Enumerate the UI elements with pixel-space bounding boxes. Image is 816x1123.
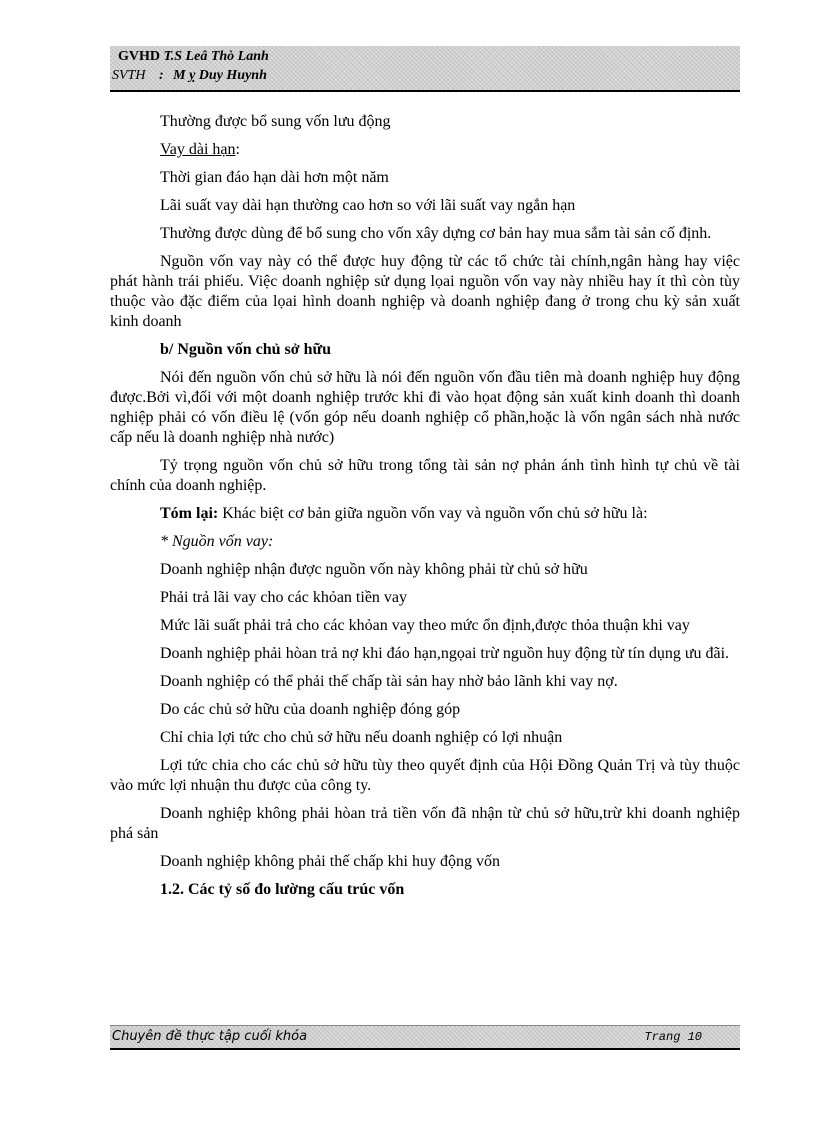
list-item: Doanh nghiệp phải hòan trả nợ khi đáo hạn,ngọai trừ nguồn huy động từ tín dụng ưu đãi. (160, 645, 730, 662)
subheading-vay-dai-han (110, 140, 740, 160)
paragraph: Lãi suất vay dài hạn thường cao hơn so với lãi suất vay ngắn hạn (160, 197, 576, 214)
supervisor-line (118, 49, 269, 65)
list-item: Chỉ chia lợi tức cho chủ sở hữu nếu doanh nghiệp có lợi nhuận (160, 729, 563, 746)
student-line (112, 68, 267, 84)
paragraph: Nguồn vốn vay này có thể được huy động từ các tổ chức tài chính,ngân hàng hay việc phát hành trái phiếu. Việc doanh nghiệp sử dụng lọai nguồn vốn vay này nhiều hay ít thì còn tùy thuộc vào đặc điểm của lọai hình doanh nghiệp và doanh nghiệp đang ở trong chu kỳ sản xuất kinh doanh (110, 253, 740, 330)
section-heading: 1.2. Các tỷ số đo lường cấu trúc vốn (160, 881, 405, 898)
footer-title: Chuyên đề thực tập cuối khóa (112, 1029, 308, 1044)
list-item: Phải trả lãi vay cho các khỏan tiền vay (160, 589, 408, 606)
student-name-a: M ỵ (173, 68, 196, 83)
supervisor-name: T.S Leâ Thò Lanh (163, 49, 269, 64)
subheading-colon: : (235, 141, 240, 158)
paragraph: Tỷ trọng nguồn vốn chủ sở hữu trong tổng tài sản nợ phản ánh tình hình tự chủ về tài chính của doanh nghiệp. (110, 457, 740, 494)
section-heading: b/ Nguồn vốn chủ sở hữu (160, 341, 331, 358)
paragraph: Thường được bổ sung vốn lưu động (160, 113, 391, 130)
list-item: Lợi tức chia cho các chủ sở hữu tùy theo quyết định của Hội Đồng Quản Trị và tùy thuộc vào mức lợi nhuận thu được của công ty. (110, 757, 740, 794)
list-heading: * Nguồn vốn vay: (160, 533, 274, 550)
student-name-b: Duy Huynh (198, 68, 267, 83)
list-item: Doanh nghiệp không phải thế chấp khi huy động vốn (160, 853, 500, 870)
page-footer (110, 1025, 740, 1050)
summary-text: Khác biệt cơ bản giữa nguồn vốn vay và nguồn vốn chủ sở hữu là: (218, 505, 648, 522)
student-prefix: SVTH (112, 68, 146, 83)
student-separator: : (158, 68, 164, 83)
page-number: Trang 10 (644, 1030, 702, 1044)
summary-label: Tóm lại: (160, 505, 219, 522)
list-item: Doanh nghiệp không phải hòan trả tiền vốn đã nhận từ chủ sở hữu,trừ khi doanh nghiệp phá sản (110, 805, 740, 842)
page-body (110, 112, 740, 908)
summary-paragraph (110, 504, 740, 524)
list-item: Do các chủ sở hữu của doanh nghiệp đóng góp (160, 701, 461, 718)
paragraph: Thường được dùng để bổ sung cho vốn xây dựng cơ bản hay mua sắm tài sản cố định. (160, 225, 712, 242)
list-item: Mức lãi suất phải trả cho các khỏan vay theo mức ổn định,được thỏa thuận khi vay (160, 617, 690, 634)
list-item: Doanh nghiệp có thể phải thế chấp tài sản hay nhờ bảo lãnh khi vay nợ. (160, 673, 618, 690)
list-item: Doanh nghiệp nhận được nguồn vốn này không phải từ chủ sở hữu (160, 561, 588, 578)
supervisor-prefix: GVHD (118, 49, 160, 64)
subheading-text: Vay dài hạn (160, 141, 236, 158)
page-header (110, 46, 740, 92)
paragraph: Nói đến nguồn vốn chủ sở hữu là nói đến nguồn vốn đầu tiên mà doanh nghiệp huy động được.Bởi vì,đối với một doanh nghiệp trước khi đi vào họat động sản xuất kinh doanh thì doanh nghiệp phải có vốn điều lệ (vốn góp nếu doanh nghiệp cổ phần,hoặc là vốn ngân sách nhà nước cấp nếu là doanh nghiệp nhà nước) (110, 369, 740, 446)
paragraph: Thời gian đáo hạn dài hơn một năm (160, 169, 389, 186)
